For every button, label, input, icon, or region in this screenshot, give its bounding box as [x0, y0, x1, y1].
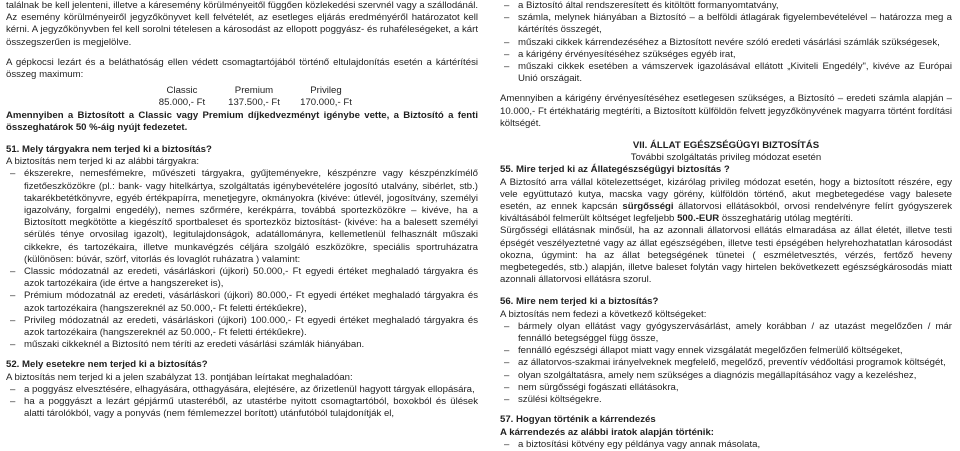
- price-table-header: [6, 85, 478, 97]
- left-column: [6, 0, 478, 421]
- intro-paragraph-1: találnak be kell jelenteni, illetve a káresemény körülményeitől függően közlekedési szervnél vagy a szállodánál. Az esemény körülményeiről jegyzőkönyvet kell felvételét, az esetleges eljárás eredményéről határozatot kell kérni. A jegyzőkönyvben fel kell sorolni tételesen a károsodást az ellopott poggyász- és ruhaféleségeket, a kárt összegszerűen is megjelölve.: [6, 0, 478, 48]
- q57-heading: 57. Hogyan történik a kárrendezés: [500, 414, 656, 426]
- list-item: – Privileg módozatnál az eredeti, vásárláskori (újkori) 100.000,- Ft egyedi értéket meghaladó tárgyakra és azok tartozékaira (hangszereknél az 50.000,- Ft feletti értékűekre).: [6, 315, 478, 339]
- q55-urgent-definition: Sürgősségi ellátásnak minősül, ha az azonnali állatorvosi ellátás elmaradása az állat életét, illetve testi épségét veszélyeztetné vagy az állat egészségében, illetve testi épségében helyrehozhatatlan károsodást okozna, úgymint: ha az állat betegségének tünetei ( eszméletvesztés, vérzés, fertőző heveny megbetegedés, stb.) alapján, illetve baleset folytán vagy hirtelen bekövetkezett egészségkárosodás miatt azonnali állatorvosi ellátásra szorul.: [500, 225, 952, 286]
- price-table: [6, 85, 478, 109]
- q52-heading: 52. Mely esetekre nem terjed ki a biztosítás?: [6, 359, 208, 371]
- price-value-classic: 85.000,- Ft: [158, 97, 206, 109]
- list-item: – műszaki cikkeknél a Biztosító nem téríti az eredeti vásárlási számlák hiányában.: [6, 339, 478, 351]
- q55-text-part-3: összeghatárig utólag megtéríti.: [719, 213, 854, 225]
- section-title: VII. ÁLLAT EGÉSZSÉGÜGYI BIZTOSÍTÁS: [632, 140, 820, 152]
- q52-text: A biztosítás nem terjed ki a jelen szabályzat 13. pontjában leírtakat meghaladóan:: [6, 371, 353, 383]
- list-item: – szülési költségekre.: [500, 394, 952, 406]
- list-item: – bármely olyan ellátást vagy gyógyszervásárlást, amely korábban / az utazást megelőzően / már fennálló betegséggel függ össze,: [500, 321, 952, 345]
- list-item: – a Biztosító által rendszeresített és kitöltött formanyomtatvány,: [500, 0, 952, 12]
- q55-text: [500, 177, 952, 226]
- price-value-privileg: 170.000,- Ft: [300, 97, 352, 109]
- list-item: – Classic módozatnál az eredeti, vásárláskori (újkori) 50.000,- Ft egyedi értéket meghaladó tárgyakra és azok tartozékaira (ide értve a hangszereket is),: [6, 266, 478, 290]
- list-item: – ékszerekre, nemesfémekre, művészeti tárgyakra, gyűjteményekre, készpénzre vagy készpénzkímélő fizetőeszközökre (pl.: bank- vagy hitelkártya, szolgáltatás igénybevételére jogosító utalvány, sibérlet, stb.) takarékbetétkönyvre, egyéb értékpapírra, menetjegyre, okmányokra (kivéve: útlevél, jogosítvány, személyi igazolvány, forgalmi engedély), nemes szőrmére, kerékpárra, továbbá sportezközökre – kivéve, ha a Biztosított megkötötte a kiegészítő sportbaleset és sportezköz biztosítást- (kivéve: ha a balesett személyi sérülés ténye orvosilag igazolt), legitulajdonságok, adatállományra, kellemetlenül felhasznált műszaki cikkekre, és tartozékaira, illetve munkavégzés céljára szolgáló eszközökre, speciális sportruházatra (különösen: búvár, szörf, vitorlás és lovaglót ruházatra ) valamint:: [6, 168, 478, 266]
- list-item: – a poggyász elvesztésére, elhagyására, otthagyására, elejtésére, az őrizetlenül hagyott tárgyak ellopására,: [6, 384, 478, 396]
- q55-text-part-1: A Biztosító arra vállal kötelezettséget, kizárólag privileg módozat esetén, hogy a biztosított részére, egy vele együttutazó kutya, macska vagy görény, külföldön történő, akut megbetegedése vagy balesete esetén, az ennek kapcsán: [500, 176, 952, 213]
- q55-text-part-2: állatorvosi ellátásokból, orvosi rendelvényre felírt gyógyszerek kiváltásából felmerült költséget legfeljebb: [500, 201, 952, 225]
- section-subtitle: További szolgáltatás privileg módozat esetén: [630, 152, 822, 164]
- list-item: – az állatorvos-szakmai irányelveknek megfelelő, megelőző, preventív védőoltási programok költségét,: [500, 357, 952, 369]
- q56-heading: 56. Mire nem terjed ki a biztosítás?: [500, 296, 659, 308]
- q57-subtitle: A kárrendezés az alábbi iratok alapján történik:: [500, 426, 714, 438]
- list-item: – a biztosítási kötvény egy példánya vagy annak másolata,: [500, 439, 952, 451]
- price-header-classic: Classic: [166, 85, 198, 97]
- q51-heading: 51. Mely tárgyakra nem terjed ki a biztosítás?: [6, 144, 212, 156]
- q57-list: [500, 439, 952, 451]
- q55-heading: 55. Mire terjed ki az Állategészségügyi biztosítás ?: [500, 164, 730, 176]
- q55-bold-amount: 500.-EUR: [677, 213, 720, 225]
- q51-list: [6, 168, 478, 351]
- list-item: – fennálló egészségi állapot miatt vagy ennek vizsgálatát megelőzően felmerülő költségeket,: [500, 345, 952, 357]
- right-column: [500, 0, 952, 451]
- price-value-premium: 137.500,- Ft: [228, 97, 280, 109]
- list-item: – ha a poggyászt a lezárt gépjármű utasteréből, az utastérbe nyitott csomagtartóból, boxokból és ülések alatti tárolókból, vagy a ponyvás (nem fémlemezzel borított) utánfutóból tulajdonítják el,: [6, 396, 478, 420]
- intro-paragraph-2: A gépkocsi lezárt és a beláthatóság ellen védett csomagtartójából történő eltulajdonítás esetén a kártérítési összeg maximum:: [6, 56, 478, 81]
- translation-cost-paragraph: Amennyiben a kárigény érvényesítéséhez esetlegesen szükséges, a Biztosító – eredeti számla alapján – 10.000,- Ft értékhatárig megtéríti, a Biztosított külföldön felvett jegyzőkönyvének magyarra történt fordítási költségét.: [500, 93, 952, 129]
- price-header-privileg: Privileg: [310, 85, 342, 97]
- q52-list: [6, 384, 478, 421]
- required-documents-list: [500, 0, 952, 85]
- q55-bold-urgent: sürgősségi: [622, 201, 674, 213]
- q56-list: [500, 321, 952, 406]
- q56-text: A biztosítás nem fedezi a következő költségeket:: [500, 308, 707, 320]
- list-item: – nem sürgősségi fogászati ellátásokra,: [500, 382, 952, 394]
- list-item: – olyan szolgáltatásra, amely nem szükséges a diagnózis megállapításához vagy a kezeléshez,: [500, 370, 952, 382]
- list-item: – a kárigény érvényesítéséhez szükséges egyéb irat,: [500, 49, 952, 61]
- list-item: – műszaki cikkek esetében a vámszervek igazolásával ellátott „Kiviteli Engedély", kivéve az Európai Unió országait.: [500, 61, 952, 85]
- list-item: – számla, melynek hiányában a Biztosító – a belföldi átlagárak figyelembevételével – határozza meg a kártérítés összegét,: [500, 12, 952, 36]
- list-item: – műszaki cikkek kárrendezéséhez a Biztosított nevére szóló eredeti vásárlási számlák szükségesek,: [500, 37, 952, 49]
- list-item: – Prémium módozatnál az eredeti, vásárláskori (újkori) 80.000,- Ft egyedi értéket meghaladó tárgyakra és azok tartozékaira (hangszereknél az 50.000,- Ft feletti értékűekre),: [6, 290, 478, 314]
- q51-text: A biztosítás nem terjed ki az alábbi tárgyakra:: [6, 156, 200, 168]
- price-header-premium: Premium: [234, 85, 274, 97]
- price-table-values: [6, 97, 478, 109]
- discount-note: Amennyiben a Biztosított a Classic vagy Premium díjkedvezményt igénybe vette, a Biztosító a fenti összeghatárok 50 %-áig nyújt fedezetet.: [6, 109, 478, 133]
